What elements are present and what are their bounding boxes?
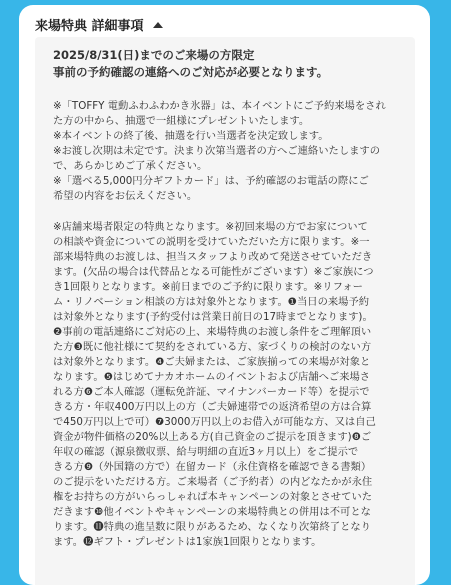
conditions-line: 年収の確認（源泉徴収票、給与明細の直近3ヶ月以上）をご提示で	[53, 446, 359, 458]
conditions-line: きる方・年収400万円以上の方（ご夫婦連帯での返済希望の方は合算	[53, 401, 372, 413]
conditions-line: の相談や資金についての説明を受けていただいた方に限ります。※一	[53, 236, 370, 248]
conditions-line: のご提示をいただける方。ご来場者（ご予約者）の内どなたかが永住	[53, 476, 373, 488]
details-card	[19, 5, 430, 585]
conditions-line: れる方❻ご本人確認（運転免許証、マイナンバーカード等）を提示で	[53, 386, 370, 398]
notes-line: で、あらかじめご了承ください。	[53, 160, 208, 172]
conditions-line: ります。⓫特典の進呈数に限りがあるため、なくなり次第終了となり	[53, 521, 371, 533]
notes-text	[53, 99, 401, 204]
caret-up-icon	[153, 22, 163, 28]
conditions-line: 部来場特典のお渡しは、担当スタッフより改めて発送させていただき	[53, 251, 373, 263]
conditions-line: き1回限りとなります。※前日までのご予約に限ります。※リフォー	[53, 281, 363, 293]
details-accordion-toggle[interactable]	[35, 15, 163, 34]
conditions-text	[53, 220, 401, 550]
conditions-line: は対象外となります。❹ご夫婦または、ご家族揃っての来場が対象と	[53, 356, 371, 368]
notes-line: 希望の内容をお伝えください。	[53, 190, 198, 202]
details-title: 来場特典 詳細事項	[35, 19, 144, 34]
conditions-line: ム・リノベーション相談の方は対象外となります。❶当日の来場予約	[53, 296, 370, 308]
conditions-line: 資金が物件価格の20%以上ある方(自己資金のご提示を頂きます)❽ご	[53, 431, 372, 443]
conditions-line: で450万円以上で可）❼3000万円以上のお借入が可能な方、又は自己	[53, 416, 376, 428]
conditions-line: だきます❿他イベントやキャンペーンの来場特典との併用は不可とな	[53, 506, 371, 518]
notes-line: ※本イベントの終了後、抽選を行い当選者を決定致します。	[53, 130, 329, 142]
notes-line: ※「TOFFY 電動ふわふわかき氷器」は、本イベントにご予約来場をされ	[53, 100, 386, 112]
notes-line: ※お渡し次期は未定です。決まり次第当選者の方へご連絡いたしますの	[53, 145, 381, 157]
conditions-line: ❷事前の電話連絡にご対応の上、来場特典のお渡し条件をご理解頂い	[53, 326, 372, 338]
conditions-line: なります。❺はじめてナカオホームのイベントおよび店舗へご来場さ	[53, 371, 371, 383]
lead-text	[53, 47, 401, 81]
conditions-line: ます。(欠品の場合は代替品となる可能性がございます）※ご家族につ	[53, 266, 374, 278]
conditions-line: た方❸既に他社様にて契約をされている方、家づくりの検討のない方	[53, 341, 372, 353]
conditions-line: ます。⓬ギフト・プレゼントは1家族1回限りとなります。	[53, 536, 322, 548]
lead-line: 事前の予約確認の連絡へのご対応が必要となります。	[53, 65, 329, 79]
conditions-line: 権をお持ちの方がいらっしゃれば本キャンペーンの対象とさせていた	[53, 491, 372, 503]
lead-line: 2025/8/31(日)までのご来場の方限定	[53, 48, 255, 62]
conditions-line: ※店舗来場者限定の特典となります。※初回来場の方でお家について	[53, 221, 368, 233]
details-panel	[35, 37, 415, 585]
conditions-line: は対象外となります(予約受付は営業日前日の17時までとなります)。	[53, 311, 373, 323]
conditions-line: きる方❾（外国籍の方で）在留カード（永住資格を確認できる書類）	[53, 461, 372, 473]
notes-line: ※「選べる5,000円分ギフトカード」は、予約確認のお電話の際にご	[53, 175, 369, 187]
notes-line: た方の中から、抽選で一組様にプレゼントいたします。	[53, 115, 310, 127]
